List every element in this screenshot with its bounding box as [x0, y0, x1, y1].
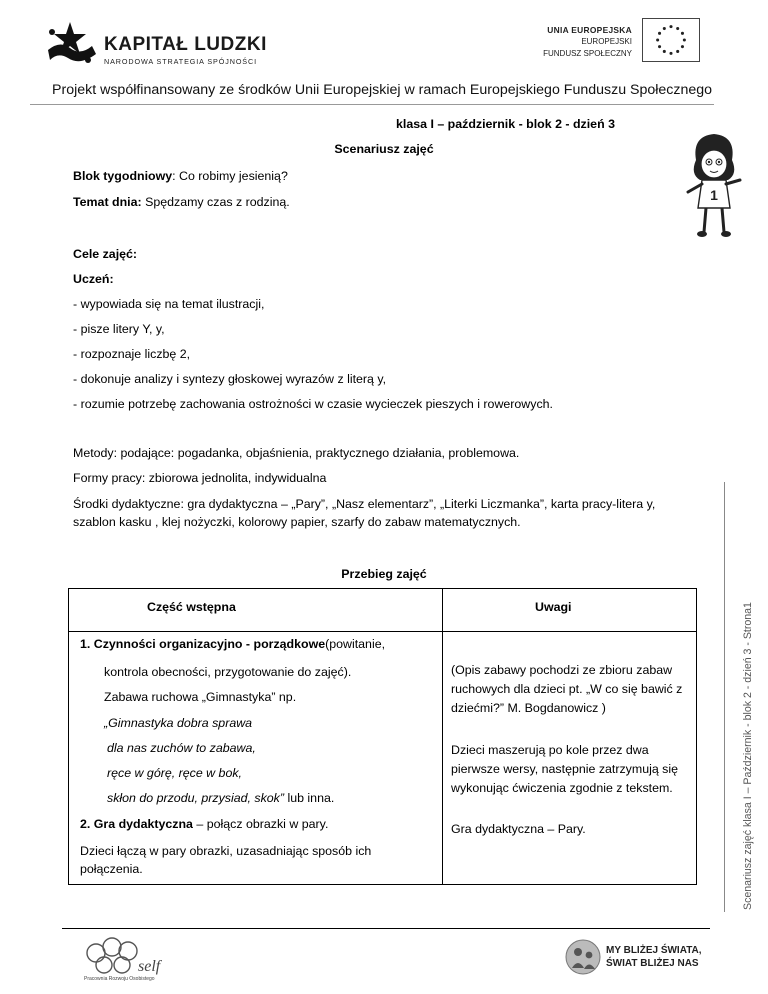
col-header-notes: Uwagi: [535, 600, 572, 614]
scenario-title: Scenariusz zajęć: [334, 142, 434, 156]
footer-slogan: [606, 944, 702, 970]
side-page-label: Scenariusz zajęć klasa I – Październik - blok 2 - dzień 3 - Strona1: [742, 602, 754, 910]
poem-last-line: [107, 791, 334, 805]
step-2-title: 2. Gra dydaktyczna: [80, 817, 193, 831]
class-line: klasa I – październik - blok 2 - dzień 3: [396, 117, 615, 131]
goal-item: - wypowiada się na temat ilustracji,: [73, 297, 265, 311]
step-2-line-3: połączenia.: [80, 862, 143, 876]
kapital-ludzki-logo-icon: [40, 20, 100, 70]
step-1-line: [80, 637, 385, 651]
eu-line-1: UNIA EUROPEJSKA: [547, 25, 632, 35]
goal-item: - dokonuje analizy i syntezy głoskowej wyrazów z literą y,: [73, 372, 387, 386]
step-1-line-2: kontrola obecności, przygotowanie do zajęć).: [104, 665, 352, 679]
note-marching: Dzieci maszerują po kole przez dwa pierwsze wersy, następnie zatrzymują się wykonując ćwiczenia zgodnie z tekstem.: [451, 743, 679, 795]
kapital-ludzki-wordmark: [104, 34, 267, 66]
lesson-course-table: [68, 588, 697, 885]
logo-subtitle: NARODOWA STRATEGIA SPÓJNOŚCI: [104, 57, 257, 66]
globe-people-icon: [564, 938, 602, 976]
side-divider: [724, 482, 725, 912]
footer-left-caption: Pracownia Rozwoju Osobistego: [84, 976, 155, 982]
course-heading: Przebieg zajęć: [341, 567, 427, 581]
project-cofinancing-line: Projekt współfinansowany ze środków Unii Europejskiej w ramach Europejskiego Funduszu Społecznego: [52, 82, 713, 98]
forms-line: Formy pracy: zbiorowa jednolita, indywidualna: [73, 471, 327, 485]
svg-text:1: 1: [710, 187, 718, 203]
logo-title: KAPITAŁ LUDZKI: [104, 34, 267, 55]
step-2-rest: – połącz obrazki w pary.: [192, 817, 329, 831]
step-2-line-2: Dzieci łączą w pary obrazki, uzasadniając sposób ich: [80, 844, 372, 858]
means-line-1: Środki dydaktyczne: gra dydaktyczna – „Pary”, „Nasz elementarz”, „Literki Liczmanka”, karta pracy-litera y,: [73, 497, 656, 511]
slogan-line-2: ŚWIAT BLIŻEJ NAS: [606, 958, 699, 969]
poem-suffix: lub inna.: [284, 791, 335, 805]
goals-heading: Cele zajęć:: [73, 247, 138, 261]
block-line: [73, 169, 288, 183]
step-1-title: 1. Czynności organizacyjno - porządkowe: [80, 637, 326, 651]
block-value: : Co robimy jesienią?: [172, 169, 288, 183]
eu-line-2: EUROPEJSKI: [581, 37, 632, 46]
col-header-intro: Część wstępna: [147, 600, 236, 614]
table-header-divider: [69, 631, 696, 632]
methods-line: Metody: podające: pogadanka, objaśnienia, praktycznego działania, problemowa.: [73, 446, 520, 460]
topic-line: [73, 195, 290, 209]
note-game: Gra dydaktyczna – Pary.: [451, 822, 586, 836]
topic-label: Temat dnia:: [73, 195, 142, 209]
poem-line: dla nas zuchów to zabawa,: [107, 741, 256, 755]
eu-flag-icon: [642, 18, 700, 62]
step-2-line: [80, 817, 328, 831]
svg-text:self: self: [138, 958, 161, 975]
note-source: (Opis zabawy pochodzi ze zbioru zabaw ruchowych dla dzieci pt. „W co się bawić z dziećmi?” M. Bogdanowicz ): [451, 663, 683, 715]
topic-value: Spędzamy czas z rodziną.: [141, 195, 290, 209]
poem-line: skłon do przodu, przysiad, skok”: [107, 791, 284, 805]
header-divider: [30, 104, 714, 105]
poem-line: „Gimnastyka dobra sprawa: [104, 716, 253, 730]
slogan-line-1: MY BLIŻEJ ŚWIATA,: [606, 945, 702, 956]
table-column-divider: [442, 589, 443, 884]
step-1-rest: (powitanie,: [325, 637, 386, 651]
eu-line-3: FUNDUSZ SPOŁECZNY: [543, 49, 632, 58]
poem-line: ręce w górę, ręce w bok,: [107, 766, 242, 780]
goal-item: - pisze litery Y, y,: [73, 322, 165, 336]
game-line: Zabawa ruchowa „Gimnastyka” np.: [104, 690, 297, 704]
block-label: Blok tygodniowy: [73, 169, 173, 183]
goal-item: - rozumie potrzebę zachowania ostrożności w czasie wycieczek pieszych i rowerowych.: [73, 397, 553, 411]
student-heading: Uczeń:: [73, 272, 114, 286]
eu-label: [543, 24, 632, 60]
footer-divider: [62, 928, 710, 929]
goal-item: - rozpoznaje liczbę 2,: [73, 347, 191, 361]
means-line-2: szablon kasku , klej nożyczki, kolorowy papier, szarfy do zabaw matematycznych.: [73, 515, 521, 529]
